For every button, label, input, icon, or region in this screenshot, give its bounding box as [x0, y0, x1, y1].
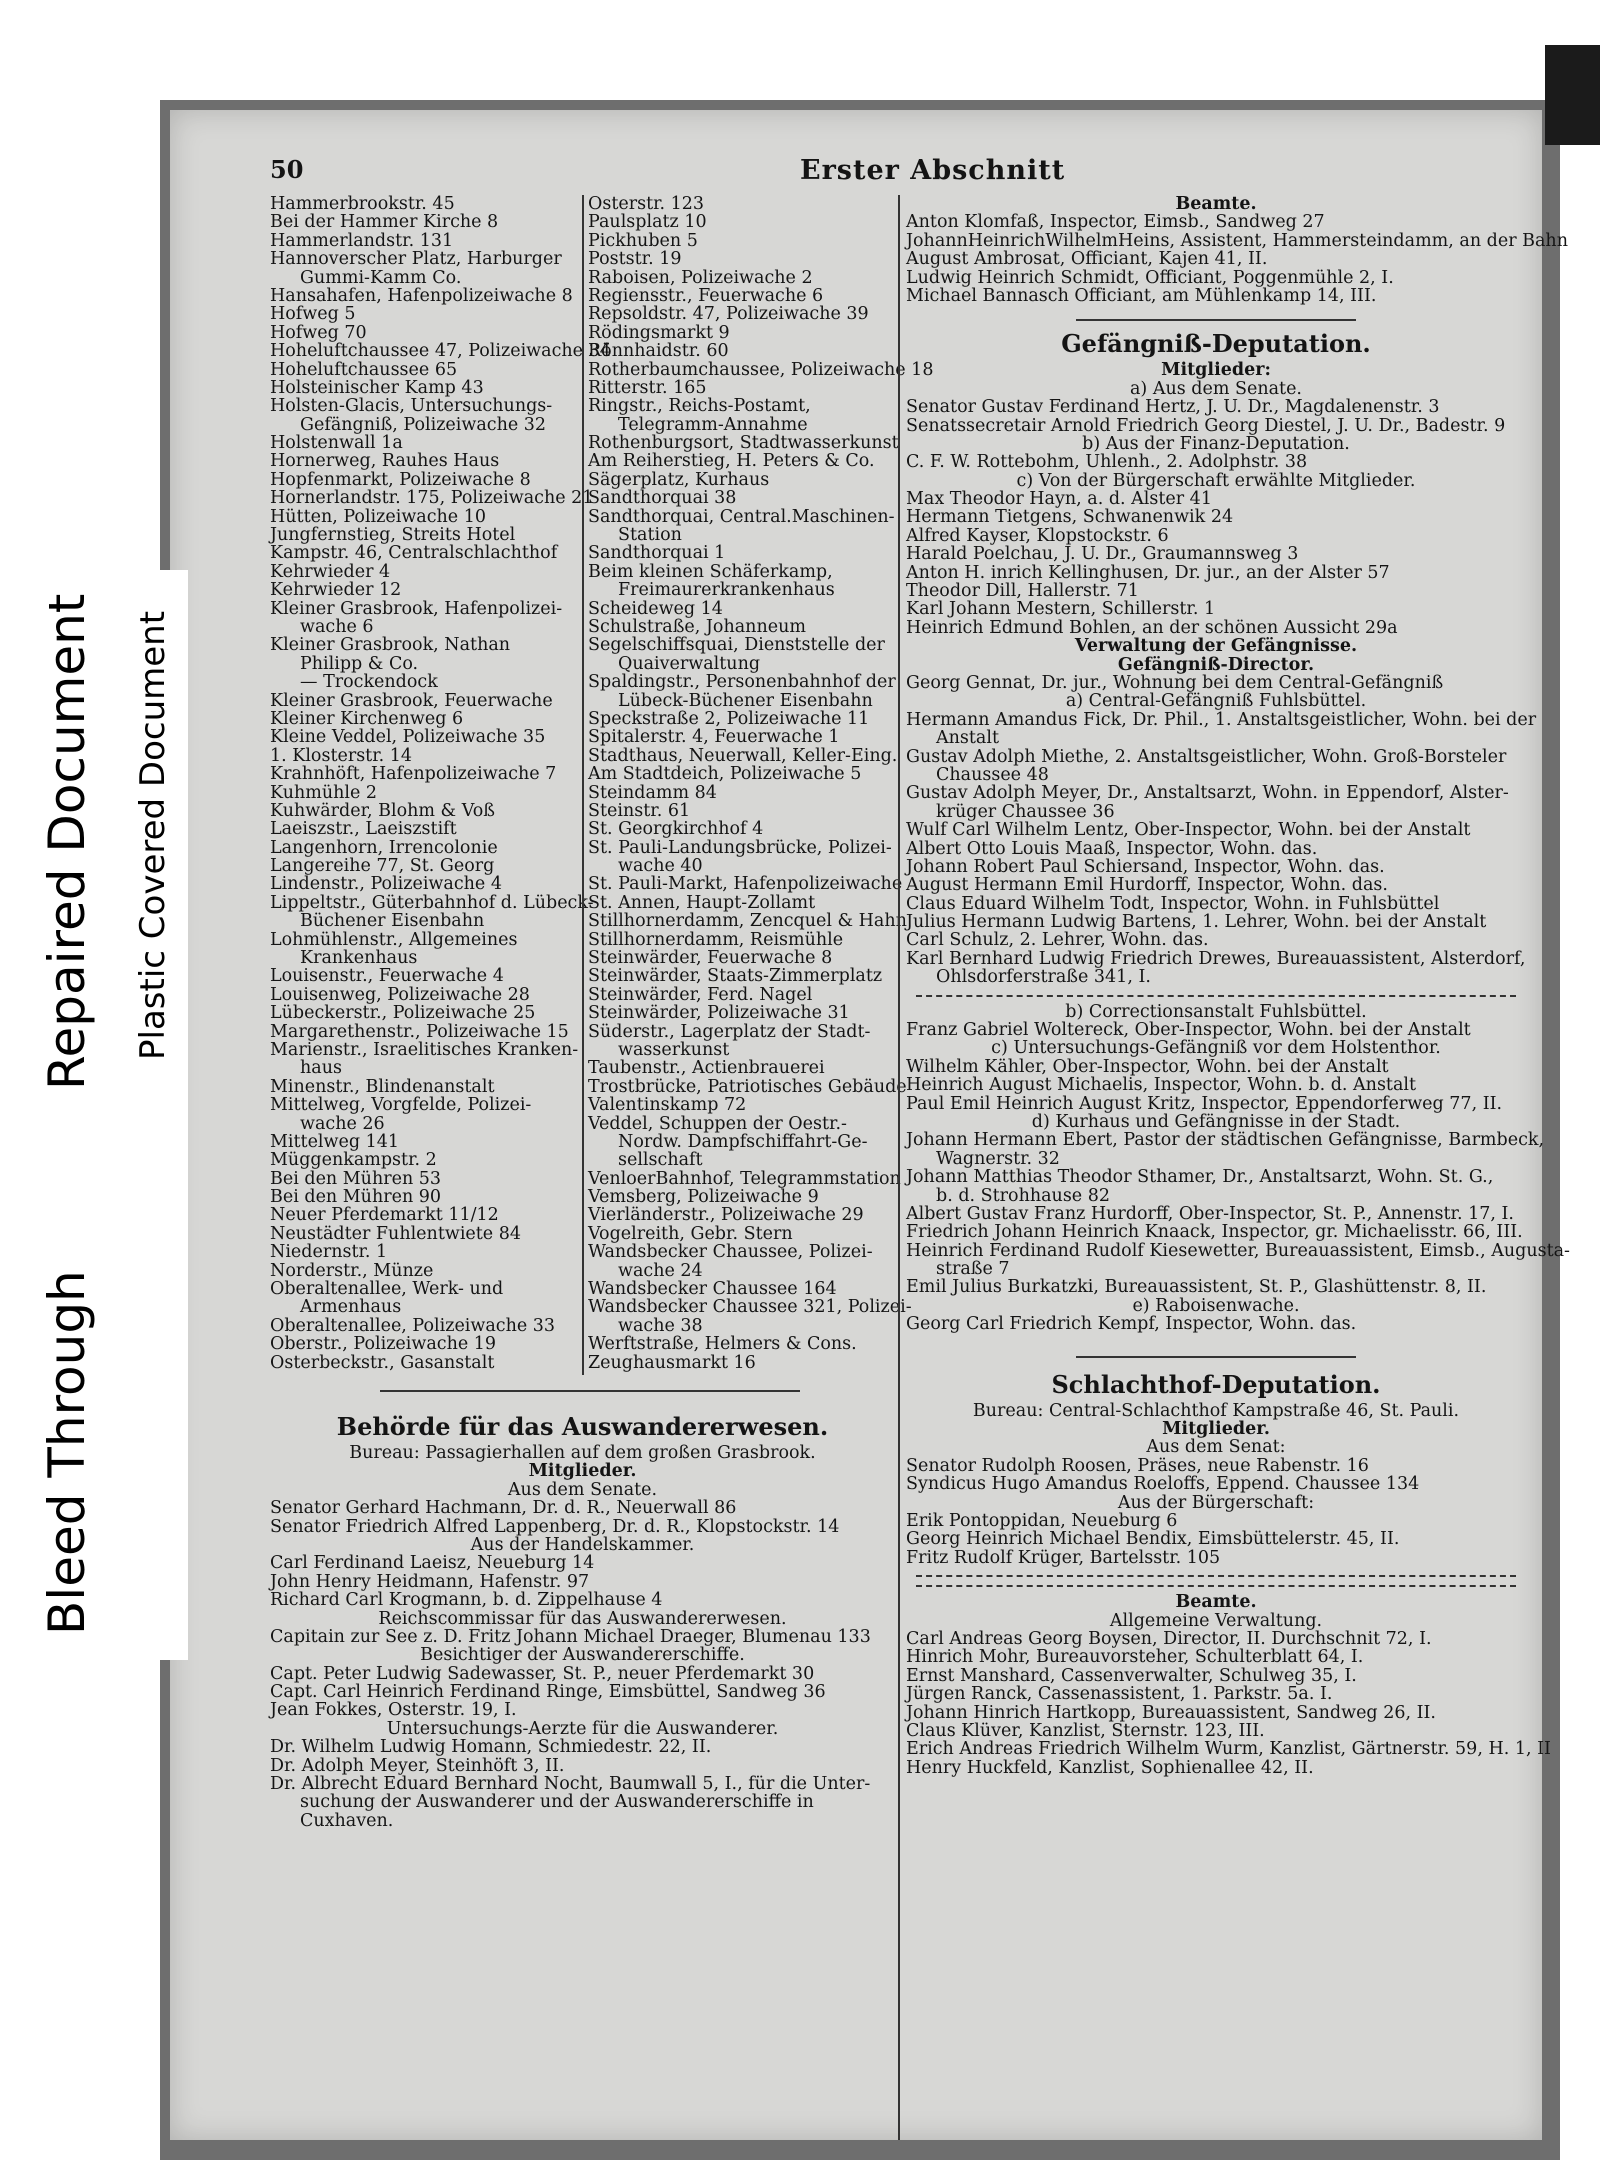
street-index-column-2 — [588, 194, 934, 1373]
entry-line: Regiensstr., Feuerwache 6 — [588, 285, 824, 306]
entry-line: Paulsplatz 10 — [588, 212, 707, 233]
overlay-label-box — [18, 570, 188, 1660]
section-rule — [1076, 1356, 1356, 1358]
entry-line: — Trockendock — [300, 672, 438, 693]
entry-line: Hansahafen, Hafenpolizeiwache 8 — [270, 285, 573, 306]
entry-line: Carl Andreas Georg Boysen, Director, II. Durchschnit 72, I. — [906, 1628, 1432, 1649]
entry-line: Mittelweg, Vorgfelde, Polizei- — [270, 1095, 532, 1116]
entry-line: Syndicus Hugo Amandus Roeloffs, Eppend. Chaussee 134 — [906, 1474, 1420, 1495]
entry-line: Georg Heinrich Michael Bendix, Eimsbüttelerstr. 45, II. — [906, 1529, 1400, 1550]
entry-line: Claus Eduard Wilhelm Todt, Inspector, Wohn. in Fuhlsbüttel — [906, 893, 1440, 914]
entry-line: Dr. Albrecht Eduard Bernhard Nocht, Baumwall 5, I., für die Unter- — [270, 1774, 871, 1795]
entry-line: Chaussee 48 — [936, 764, 1049, 785]
entry-line: Beamte. — [1175, 1592, 1257, 1613]
entry-line: Senator Rudolph Roosen, Präses, neue Rabenstr. 16 — [906, 1455, 1369, 1476]
entry-line: wache 6 — [300, 616, 374, 637]
entry-line: Besichtiger der Auswandererschiffe. — [420, 1645, 745, 1666]
entry-line: Verwaltung der Gefängnisse. — [1074, 636, 1358, 657]
entry-line: straße 7 — [936, 1259, 1010, 1280]
entry-line: Hoheluftchaussee 65 — [270, 359, 458, 380]
entry-line: Niedernstr. 1 — [270, 1242, 388, 1263]
entry-line: Mittelweg 141 — [270, 1131, 400, 1152]
entry-line: Holstenwall 1a — [270, 433, 403, 454]
entry-line: Hinrich Mohr, Bureauvorsteher, Schulterblatt 64, I. — [906, 1647, 1364, 1668]
entry-line: Oberaltenallee, Werk- und — [270, 1279, 504, 1300]
schlachthof-entries — [906, 1402, 1526, 1568]
entry-line: JohannHeinrichWilhelmHeins, Assistent, Hammersteindamm, an der Bahn — [906, 230, 1568, 251]
scanner-edge — [1545, 45, 1600, 145]
entry-line: Oberstr., Polizeiwache 19 — [270, 1334, 497, 1355]
entry-line: Am Stadtdeich, Polizeiwache 5 — [588, 764, 862, 785]
entry-line: Dr. Wilhelm Ludwig Homann, Schmiedestr. 22, II. — [270, 1737, 712, 1758]
entry-line: b) Aus der Finanz-Deputation. — [1082, 433, 1350, 454]
entry-line: Kleiner Grasbrook, Feuerwache — [270, 690, 553, 711]
entry-line: Stadthaus, Neuerwall, Keller-Eing. — [588, 745, 898, 766]
entry-line: Sägerplatz, Kurhaus — [588, 469, 770, 490]
entry-line: Michael Bannasch Officiant, am Mühlenkamp 14, III. — [906, 285, 1377, 306]
entry-line: Georg Carl Friedrich Kempf, Inspector, Wohn. das. — [906, 1314, 1357, 1335]
entry-line: Carl Schulz, 2. Lehrer, Wohn. das. — [906, 930, 1209, 951]
entry-line: Gustav Adolph Miethe, 2. Anstaltsgeistlicher, Wohn. Groß-Borsteler — [906, 746, 1507, 767]
entry-line: Rothenburgsort, Stadtwasserkunst — [588, 433, 899, 454]
entry-line: Johann Hinrich Hartkopp, Bureauassistent, Sandweg 26, II. — [906, 1702, 1436, 1723]
entry-line: Poststr. 19 — [588, 249, 682, 270]
entry-line: Am Reiherstieg, H. Peters & Co. — [588, 451, 875, 472]
entry-line: Langereihe 77, St. Georg — [270, 856, 495, 877]
entry-line: Anton H. inrich Kellinghusen, Dr. jur., an der Alster 57 — [906, 562, 1390, 583]
entry-line: 1. Klosterstr. 14 — [270, 745, 413, 766]
entry-line: Beamte. — [1175, 194, 1257, 214]
entry-line: Spitalerstr. 4, Feuerwache 1 — [588, 727, 840, 748]
entry-line: Bei den Mühren 53 — [270, 1168, 442, 1189]
entry-line: Aus dem Senat: — [1146, 1437, 1286, 1458]
entry-line: Neuer Pferdemarkt 11/12 — [270, 1205, 499, 1226]
entry-line: Hütten, Polizeiwache 10 — [270, 506, 486, 527]
entry-line: Lübeckerstr., Polizeiwache 25 — [270, 1003, 536, 1024]
entry-line: Ringstr., Reichs-Postamt, — [588, 396, 811, 417]
entry-line: Senator Gustav Ferdinand Hertz, J. U. Dr., Magdalenenstr. 3 — [906, 397, 1440, 418]
entry-line: Vogelreith, Gebr. Stern — [588, 1223, 793, 1244]
entry-line: Lübeck-Büchener Eisenbahn — [618, 690, 873, 711]
entry-line: August Ambrosat, Officiant, Kajen 41, II. — [906, 249, 1268, 270]
entry-line: Scheideweg 14 — [588, 598, 723, 619]
entry-line: suchung der Auswanderer und der Auswandererschiffe in — [300, 1792, 814, 1813]
entry-line: Hammerlandstr. 131 — [270, 230, 454, 251]
entry-line: Hermann Tietgens, Schwanenwik 24 — [906, 507, 1234, 528]
entry-line: St. Georgkirchhof 4 — [588, 819, 764, 840]
entry-line: Wandsbecker Chaussee 164 — [588, 1279, 837, 1300]
section-rule — [1076, 319, 1356, 321]
entry-line: Speckstraße 2, Polizeiwache 11 — [588, 708, 870, 729]
entry-line: Freimaurerkrankenhaus — [618, 580, 835, 601]
entry-line: Untersuchungs-Aerzte für die Auswanderer. — [386, 1718, 779, 1739]
entry-line: Stillhornerdamm, Reismühle — [588, 929, 844, 950]
entry-line: Dr. Adolph Meyer, Steinhöft 3, II. — [270, 1755, 565, 1776]
entry-line: Vierländerstr., Polizeiwache 29 — [588, 1205, 864, 1226]
entry-line: Steinwärder, Feuerwache 8 — [588, 948, 833, 969]
entry-line: haus — [300, 1058, 342, 1079]
entry-line: Senator Friedrich Alfred Lappenberg, Dr. d. R., Klopstockstr. 14 — [270, 1516, 840, 1537]
entry-line: Werftstraße, Helmers & Cons. — [588, 1334, 857, 1355]
entry-line: wache 24 — [618, 1260, 703, 1281]
entry-line: Ritterstr. 165 — [588, 377, 707, 398]
entry-line: Jürgen Ranck, Cassenassistent, 1. Parkstr. 5a. I. — [906, 1684, 1333, 1705]
entry-line: Rönnhaidstr. 60 — [588, 341, 729, 362]
entry-line: Steinwärder, Staats-Zimmerplatz — [588, 966, 883, 987]
entry-line: Veddel, Schuppen der Oestr.- — [588, 1113, 847, 1134]
entry-line: Sandthorquai 1 — [588, 543, 726, 564]
entry-line: Sandthorquai, Central.Maschinen- — [588, 506, 895, 527]
entry-line: c) Von der Bürgerschaft erwählte Mitglieder. — [1016, 470, 1416, 491]
entry-line: Gummi-Kamm Co. — [300, 267, 462, 288]
entry-line: Trostbrücke, Patriotisches Gebäude — [588, 1076, 907, 1097]
page-header: Erster Abschnitt — [800, 155, 1066, 186]
entry-line: Büchener Eisenbahn — [300, 911, 485, 932]
entry-line: Neustädter Fuhlentwiete 84 — [270, 1223, 521, 1244]
entry-line: Raboisen, Polizeiwache 2 — [588, 267, 813, 288]
entry-line: c) Untersuchungs-Gefängniß vor dem Holstenthor. — [991, 1038, 1441, 1059]
entry-line: Georg Gennat, Dr. jur., Wohnung bei dem Central-Gefängniß — [906, 672, 1444, 693]
entry-line: VenloerBahnhof, Telegrammstation — [588, 1168, 901, 1189]
entry-line: d) Kurhaus und Gefängnisse in der Stadt. — [1031, 1111, 1401, 1132]
entry-line: Ohlsdorferstraße 341, I. — [936, 967, 1151, 988]
entry-line: Hofweg 70 — [270, 322, 367, 343]
entry-line: Steindamm 84 — [588, 782, 717, 803]
entry-line: Kampstr. 46, Centralschlachthof — [270, 543, 558, 564]
label-repaired-document: Repaired Document — [38, 593, 96, 1090]
entry-line: krüger Chaussee 36 — [936, 801, 1115, 822]
entry-line: Norderstr., Münze — [270, 1260, 434, 1281]
entry-line: Erich Andreas Friedrich Wilhelm Wurm, Kanzlist, Gärtnerstr. 59, H. 1, II — [906, 1739, 1551, 1760]
schlachthof-title: Schlachthof-Deputation. — [1051, 1369, 1381, 1399]
entry-line: Senatssecretair Arnold Friedrich Georg Diestel, J. U. Dr., Badestr. 9 — [906, 415, 1506, 436]
entry-line: Gefängniß, Polizeiwache 32 — [300, 414, 547, 435]
gefaengniss-title: Gefängniß-Deputation. — [1061, 329, 1371, 359]
entry-line: Beim kleinen Schäferkamp, — [588, 561, 833, 582]
section-rule — [380, 1390, 800, 1392]
entry-line: Zeughausmarkt 16 — [588, 1352, 756, 1373]
entry-line: Heinrich Edmund Bohlen, an der schönen Aussicht 29a — [906, 617, 1398, 638]
label-plastic-covered: Plastic Covered Document — [133, 610, 173, 1060]
entry-line: a) Aus dem Senate. — [1130, 378, 1302, 399]
entry-line: Kleine Veddel, Polizeiwache 35 — [270, 727, 546, 748]
entry-line: Hammerbrookstr. 45 — [270, 194, 455, 214]
entry-line: Mitglieder: — [1161, 360, 1271, 381]
entry-line: Wagnerstr. 32 — [936, 1148, 1060, 1169]
entry-line: St. Pauli-Landungsbrücke, Polizei- — [588, 837, 892, 858]
entry-line: Holsteinischer Kamp 43 — [270, 377, 484, 398]
entry-line: Kehrwieder 12 — [270, 580, 402, 601]
entry-line: Gefängniß-Director. — [1117, 654, 1315, 675]
entry-line: Langenhorn, Irrencolonie — [270, 837, 498, 858]
entry-line: Osterstr. 123 — [588, 194, 705, 214]
entry-line: Aus der Bürgerschaft: — [1117, 1492, 1315, 1513]
entry-line: Rotherbaumchaussee, Polizeiwache 18 — [588, 359, 934, 380]
entry-line: Sandthorquai 38 — [588, 488, 737, 509]
entry-line: Holsten-Glacis, Untersuchungs- — [270, 396, 553, 417]
entry-line: Valentinskamp 72 — [588, 1095, 747, 1116]
entry-line: Johann Robert Paul Schiersand, Inspector, Wohn. das. — [906, 856, 1385, 877]
entry-line: Lindenstr., Polizeiwache 4 — [270, 874, 502, 895]
entry-line: sellschaft — [618, 1150, 703, 1171]
entry-line: Karl Bernhard Ludwig Friedrich Drewes, Bureauassistent, Alsterdorf, — [906, 948, 1526, 969]
dashed-separator — [916, 1575, 1516, 1577]
entry-line: Armenhaus — [300, 1297, 402, 1318]
entry-line: Laeiszstr., Laeiszstift — [270, 819, 457, 840]
entry-line: Nordw. Dampfschiffahrt-Ge- — [618, 1131, 868, 1152]
entry-line: Stillhornerdamm, Zencquel & Hahn — [588, 911, 907, 932]
entry-line: Johann Matthias Theodor Sthamer, Dr., Anstaltsarzt, Wohn. St. G., — [906, 1167, 1494, 1188]
entry-line: Kleiner Kirchenweg 6 — [270, 708, 464, 729]
gefaengniss-entries — [906, 360, 1537, 988]
entry-line: Steinwärder, Ferd. Nagel — [588, 984, 813, 1005]
auswanderer-title: Behörde für das Auswandererwesen. — [336, 1412, 829, 1441]
entry-line: Gustav Adolph Meyer, Dr., Anstaltsarzt, Wohn. in Eppendorf, Alster- — [906, 783, 1509, 804]
entry-line: Hermann Amandus Fick, Dr. Phil., 1. Anstaltsgeistlicher, Wohn. bei der — [906, 709, 1537, 730]
entry-line: Spaldingstr., Personenbahnhof der — [588, 672, 896, 693]
entry-line: Quaiverwaltung — [618, 653, 761, 674]
entry-line: Bureau: Passagierhallen auf dem großen Grasbrook. — [349, 1443, 816, 1463]
entry-line: Lohmühlenstr., Allgemeines — [270, 929, 518, 950]
entry-line: Albert Gustav Franz Hurdorff, Ober-Inspector, St. P., Annenstr. 17, I. — [906, 1203, 1514, 1224]
dashed-separator — [916, 1585, 1516, 1587]
entry-line: Albert Otto Louis Maaß, Inspector, Wohn. das. — [906, 838, 1318, 859]
entry-line: Capt. Carl Heinrich Ferdinand Ringe, Eimsbüttel, Sandweg 36 — [270, 1682, 826, 1703]
entry-line: Carl Ferdinand Laeisz, Neueburg 14 — [270, 1553, 595, 1574]
entry-line: Hornerlandstr. 175, Polizeiwache 21 — [270, 488, 594, 509]
entry-line: a) Central-Gefängniß Fuhlsbüttel. — [1065, 691, 1367, 712]
entry-line: Telegramm-Annahme — [618, 414, 808, 435]
entry-line: Bei der Hammer Kirche 8 — [270, 212, 499, 233]
entry-line: Schulstraße, Johanneum — [588, 616, 806, 637]
entry-line: St. Annen, Haupt-Zollamt — [588, 892, 816, 913]
entry-line: Steinstr. 61 — [588, 800, 691, 821]
entry-line: Friedrich Johann Heinrich Knaack, Inspector, gr. Michaelisstr. 66, III. — [906, 1222, 1523, 1243]
entry-line: Kehrwieder 4 — [270, 561, 391, 582]
entry-line: Capitain zur See z. D. Fritz Johann Michael Draeger, Blumenau 133 — [270, 1626, 871, 1647]
entry-line: Philipp & Co. — [300, 653, 419, 674]
entry-line: Hannoverscher Platz, Harburger — [270, 249, 562, 270]
entry-line: Aus der Handelskammer. — [470, 1534, 695, 1555]
entry-line: Wilhelm Kähler, Ober-Inspector, Wohn. bei der Anstalt — [906, 1056, 1389, 1077]
entry-line: Krankenhaus — [300, 948, 418, 969]
gefaengniss-entries-2 — [906, 1001, 1570, 1335]
entry-line: Mitglieder. — [1162, 1419, 1270, 1440]
entry-line: Wandsbecker Chaussee 321, Polizei- — [588, 1297, 912, 1318]
entry-line: Jean Fokkes, Osterstr. 19, I. — [270, 1700, 517, 1721]
entry-line: Emil Julius Burkatzki, Bureauassistent, St. P., Glashüttenstr. 8, II. — [906, 1277, 1487, 1298]
entry-line: Wandsbecker Chaussee, Polizei- — [588, 1242, 873, 1263]
entry-line: Anton Klomfaß, Inspector, Eimsb., Sandweg 27 — [906, 212, 1325, 233]
street-index-column-1 — [270, 194, 611, 1373]
entry-line: Louisenweg, Polizeiwache 28 — [270, 984, 530, 1005]
entry-line: Paul Emil Heinrich August Kritz, Inspector, Eppendorferweg 77, II. — [906, 1093, 1503, 1114]
entry-line: Aus dem Senate. — [507, 1479, 658, 1500]
entry-line: Anstalt — [936, 728, 999, 749]
entry-line: Fritz Rudolf Krüger, Bartelsstr. 105 — [906, 1547, 1221, 1568]
entry-line: Minenstr., Blindenanstalt — [270, 1076, 495, 1097]
entry-line: b. d. Strohhause 82 — [936, 1185, 1110, 1206]
entry-line: Pickhuben 5 — [588, 230, 698, 251]
entry-line: Kuhwärder, Blohm & Voß — [270, 800, 495, 821]
entry-line: Hopfenmarkt, Polizeiwache 8 — [270, 469, 531, 490]
beamte-list — [906, 194, 1568, 306]
entry-line: wasserkunst — [618, 1039, 730, 1060]
entry-line: Repsoldstr. 47, Polizeiwache 39 — [588, 304, 869, 325]
entry-line: Heinrich August Michaelis, Inspector, Wohn. b. d. Anstalt — [906, 1075, 1417, 1096]
entry-line: Hofweg 5 — [270, 304, 356, 325]
entry-line: Ludwig Heinrich Schmidt, Officiant, Poggenmühle 2, I. — [906, 267, 1394, 288]
entry-line: Hoheluftchaussee 47, Polizeiwache 34 — [270, 341, 611, 362]
entry-line: Station — [618, 525, 682, 546]
auswanderer-section — [270, 1410, 895, 1830]
entry-line: Cuxhaven. — [300, 1810, 394, 1831]
entry-line: Müggenkampstr. 2 — [270, 1150, 437, 1171]
entry-line: wache 40 — [618, 856, 703, 877]
entry-line: John Henry Heidmann, Hafenstr. 97 — [270, 1571, 590, 1592]
entry-line: August Hermann Emil Hurdorff, Inspector, Wohn. das. — [906, 875, 1388, 896]
entry-line: Kleiner Grasbrook, Hafenpolizei- — [270, 598, 563, 619]
entry-line: Taubenstr., Actienbrauerei — [588, 1058, 825, 1079]
entry-line: Wulf Carl Wilhelm Lentz, Ober-Inspector, Wohn. bei der Anstalt — [906, 820, 1471, 841]
deputation-column — [906, 194, 1570, 1778]
entry-line: Marienstr., Israelitisches Kranken- — [270, 1039, 579, 1060]
entry-line: Bei den Mühren 90 — [270, 1187, 442, 1208]
entry-line: Julius Hermann Ludwig Bartens, 1. Lehrer, Wohn. bei der Anstalt — [906, 912, 1487, 933]
column-divider — [582, 195, 584, 1375]
entry-line: Jungfernstieg, Streits Hotel — [270, 525, 516, 546]
entry-line: b) Correctionsanstalt Fuhlsbüttel. — [1065, 1001, 1367, 1022]
entry-line: Erik Pontoppidan, Neueburg 6 — [906, 1511, 1178, 1531]
entry-line: Heinrich Ferdinand Rudolf Kiesewetter, Bureauassistent, Eimsb., Augusta- — [906, 1240, 1570, 1261]
entry-line: Kleiner Grasbrook, Nathan — [270, 635, 511, 656]
entry-line: wache 26 — [300, 1113, 385, 1134]
page-number: 50 — [270, 155, 304, 184]
entry-line: Osterbeckstr., Gasanstalt — [270, 1352, 495, 1373]
entry-line: e) Raboisenwache. — [1132, 1295, 1300, 1316]
entry-line: St. Pauli-Markt, Hafenpolizeiwache — [588, 874, 903, 895]
entry-line: Theodor Dill, Hallerstr. 71 — [906, 581, 1139, 602]
entry-line: Süderstr., Lagerplatz der Stadt- — [588, 1021, 871, 1042]
entry-line: Kuhmühle 2 — [270, 782, 378, 803]
entry-line: Ernst Manshard, Cassenverwalter, Schulweg 35, I. — [906, 1665, 1357, 1686]
entry-line: Lippeltstr., Güterbahnhof d. Lübeck- — [270, 892, 594, 913]
auswanderer-entries — [270, 1444, 895, 1830]
entry-line: Steinwärder, Polizeiwache 31 — [588, 1003, 850, 1024]
entry-line: Hornerweg, Rauhes Haus — [270, 451, 500, 472]
entry-line: Harald Poelchau, J. U. Dr., Graumannsweg 3 — [906, 544, 1299, 565]
entry-line: Richard Carl Krogmann, b. d. Zippelhause 4 — [270, 1590, 663, 1611]
entry-line: Rödingsmarkt 9 — [588, 322, 730, 343]
entry-line: C. F. W. Rottebohm, Uhlenh., 2. Adolphstr. 38 — [906, 452, 1308, 473]
entry-line: wache 38 — [618, 1315, 703, 1336]
entry-line: Johann Hermann Ebert, Pastor der städtischen Gefängnisse, Barmbeck, — [906, 1130, 1545, 1151]
entry-line: Allgemeine Verwaltung. — [1109, 1610, 1323, 1631]
entry-line: Reichscommissar für das Auswandererwesen. — [378, 1608, 787, 1629]
entry-line: Louisenstr., Feuerwache 4 — [270, 966, 504, 987]
entry-line: Capt. Peter Ludwig Sadewasser, St. P., neuer Pferdemarkt 30 — [270, 1663, 815, 1684]
label-bleed-through: Bleed Through — [38, 1270, 96, 1635]
entry-line: Karl Johann Mestern, Schillerstr. 1 — [906, 599, 1216, 620]
entry-line: Senator Gerhard Hachmann, Dr. d. R., Neuerwall 86 — [270, 1498, 737, 1519]
entry-line: Max Theodor Hayn, a. d. Alster 41 — [906, 489, 1212, 510]
entry-line: Oberaltenallee, Polizeiwache 33 — [270, 1315, 556, 1336]
schlachthof-entries-2 — [906, 1592, 1551, 1778]
entry-line: Alfred Kayser, Klopstockstr. 6 — [906, 525, 1169, 546]
dashed-separator — [916, 995, 1516, 997]
entry-line: Claus Klüver, Kanzlist, Sternstr. 123, III. — [906, 1720, 1265, 1741]
entry-line: Mitglieder. — [528, 1461, 637, 1482]
entry-line: Segelschiffsquai, Dienststelle der — [588, 635, 885, 656]
entry-line: Bureau: Central-Schlachthof Kampstraße 46, St. Pauli. — [972, 1400, 1460, 1421]
entry-line: Margarethenstr., Polizeiwache 15 — [270, 1021, 569, 1042]
column-divider — [898, 195, 900, 2140]
entry-line: Franz Gabriel Woltereck, Ober-Inspector, Wohn. bei der Anstalt — [906, 1020, 1471, 1041]
entry-line: Vemsberg, Polizeiwache 9 — [588, 1187, 819, 1208]
entry-line: Krahnhöft, Hafenpolizeiwache 7 — [270, 764, 557, 785]
entry-line: Henry Huckfeld, Kanzlist, Sophienallee 42, II. — [906, 1757, 1314, 1778]
